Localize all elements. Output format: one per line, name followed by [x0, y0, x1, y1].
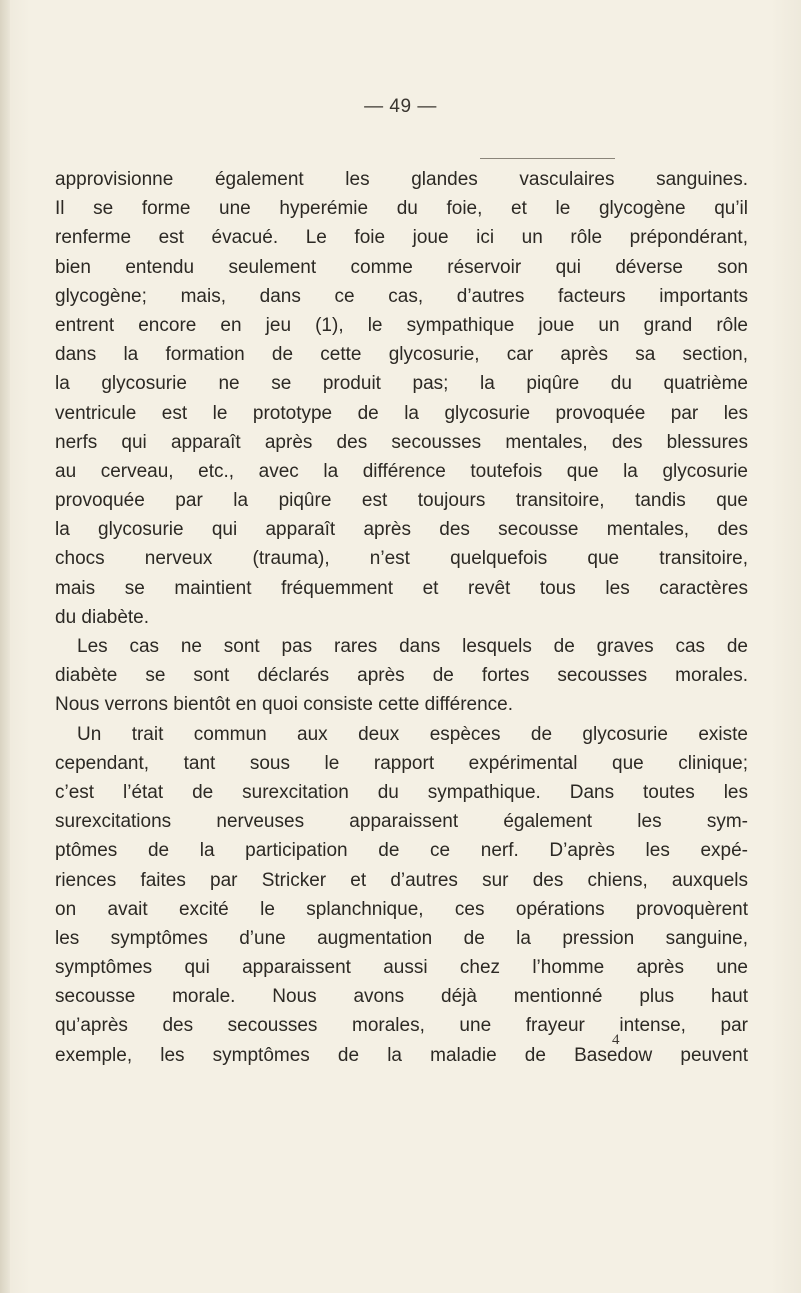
text-line: approvisionne également les glandes vasculaires sanguines.: [55, 169, 748, 190]
text-line: entrent encore en jeu (1), le sympathique joue un grand rôle: [55, 314, 748, 336]
header-rule: [480, 158, 615, 159]
text-line: Les cas ne sont pas rares dans lesquels de graves cas de: [77, 636, 748, 657]
text-line: chocs nerveux (trauma), n’est quelquefois que transitoire,: [55, 548, 748, 570]
text-line: bien entendu seulement comme réservoir qui déverse son: [55, 256, 748, 278]
body-text: [55, 165, 748, 1070]
page-number: — 49 —: [364, 96, 437, 117]
text-line: les symptômes d’une augmentation de la pression sanguine,: [55, 927, 748, 949]
text-line: surexcitations nerveuses apparaissent également les sym-: [55, 811, 748, 833]
text-line: ptômes de la participation de ce nerf. D’après les expé-: [55, 840, 748, 862]
text-line: symptômes qui apparaissent aussi chez l’homme après une: [55, 957, 748, 979]
text-line: au cerveau, etc., avec la différence toutefois que la glycosurie: [55, 460, 748, 482]
text-line: qu’après des secousses morales, une frayeur intense, par: [55, 1015, 748, 1037]
text-line: Un trait commun aux deux espèces de glycosurie existe: [77, 723, 748, 745]
text-line: la glycosurie ne se produit pas; la piqûre du quatrième: [55, 373, 748, 395]
signature-mark: 4: [612, 1032, 620, 1048]
text-line: ventricule est le prototype de la glycosurie provoquée par les: [55, 402, 748, 424]
text-line: exemple, les symptômes de la maladie de Basedow peuvent: [55, 1044, 748, 1066]
text-line: cependant, tant sous le rapport expérimental que clinique;: [55, 752, 748, 774]
text-line: nerfs qui apparaît après des secousses mentales, des blessures: [55, 431, 748, 453]
text-line: c’est l’état de surexcitation du sympathique. Dans toutes les: [55, 781, 748, 803]
text-line: provoquée par la piqûre est toujours transitoire, tandis que: [55, 490, 748, 512]
text-line: glycogène; mais, dans ce cas, d’autres facteurs importants: [55, 285, 748, 307]
text-line: Nous verrons bientôt en quoi consiste cette différence.: [55, 694, 514, 716]
text-line: dans la formation de cette glycosurie, car après sa section,: [55, 344, 748, 366]
page-binding-edge: [0, 0, 10, 1293]
text-line: Il se forme une hyperémie du foie, et le glycogène qu’il: [55, 198, 748, 220]
text-line: renferme est évacué. Le foie joue ici un rôle prépondérant,: [55, 227, 748, 249]
text-line: riences faites par Stricker et d’autres sur des chiens, auxquels: [55, 869, 748, 891]
text-line: secousse morale. Nous avons déjà mentionné plus haut: [55, 986, 748, 1008]
text-line: mais se maintient fréquemment et revêt tous les caractères: [55, 577, 748, 599]
text-line: la glycosurie qui apparaît après des secousse mentales, des: [55, 519, 748, 541]
text-line: diabète se sont déclarés après de fortes secousses morales.: [55, 665, 748, 687]
text-line: du diabète.: [55, 606, 150, 628]
text-line: on avait excité le splanchnique, ces opérations provoquèrent: [55, 898, 748, 920]
